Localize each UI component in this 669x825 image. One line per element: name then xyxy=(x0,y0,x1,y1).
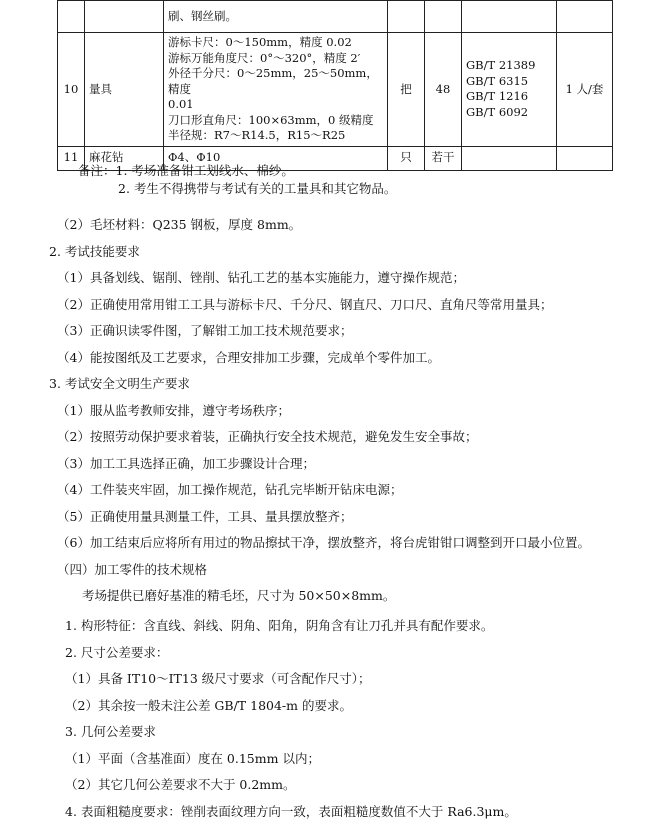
spec-line: 刷、钢丝刷。 xyxy=(168,8,237,23)
standard-cell xyxy=(462,33,557,147)
list-item: （4）工件装夹牢固，加工操作规范，钻孔完毕断开钻床电源； xyxy=(57,482,403,497)
quantity-cell: 若干 xyxy=(425,146,462,170)
list-item: 2. 尺寸公差要求： xyxy=(65,645,169,660)
spec-line: 游标万能角度尺：0°～320°，精度 2′ xyxy=(168,50,361,65)
spec-cell xyxy=(164,33,388,147)
note-line: 备注：1. 考场准备钳工划线水、棉纱。 xyxy=(78,163,294,178)
list-item: （1）具备 IT10～IT13 级尺寸要求（可含配作尺寸）； xyxy=(65,671,371,686)
unit-cell: 把 xyxy=(388,33,425,147)
list-item: 1. 构形特征：含直线、斜线、阴角、阳角，阴角含有让刀孔并具有配作要求。 xyxy=(65,618,494,633)
spec-line: 0.01 xyxy=(168,97,194,111)
item-name: 麻花钻 xyxy=(85,146,164,170)
table-row xyxy=(58,1,613,33)
body-text: （2）毛坯材料：Q235 钢板，厚度 8mm。 xyxy=(57,217,302,232)
spec-line: 半径规：R7～R14.5，R15～R25 xyxy=(168,128,346,142)
section-heading: 3. 考试安全文明生产要求 xyxy=(49,376,190,391)
item-name: 量具 xyxy=(85,33,164,147)
body-text: 考场提供已磨好基准的精毛坯，尺寸为 50×50×8mm。 xyxy=(82,588,396,603)
list-item: （1）具备划线、锯削、锉削、钻孔工艺的基本实施能力，遵守操作规范； xyxy=(57,270,465,285)
spec-line: 刀口形直角尺：100×63mm，0 级精度 xyxy=(168,112,374,127)
list-item: （6）加工结束后应将所有用过的物品擦拭干净，摆放整齐，将台虎钳钳口调整到开口最小位置。 xyxy=(57,535,590,550)
standard-line: GB/T 6315 xyxy=(466,73,529,88)
list-item: （2）其它几何公差要求不大于 0.2mm。 xyxy=(65,777,296,792)
note-line: 2. 考生不得携带与考试有关的工量具和其它物品。 xyxy=(118,181,397,196)
quantity-cell: 48 xyxy=(425,33,462,147)
remark-cell: 1 人/套 xyxy=(557,33,613,147)
standard-line: GB/T 6092 xyxy=(466,104,529,119)
spec-line: 游标卡尺：0～150mm，精度 0.02 xyxy=(168,35,352,49)
table-row xyxy=(58,33,613,147)
list-item: （2）正确使用常用钳工工具与游标卡尺、千分尺、钢直尺、刀口尺、直角尺等常用量具； xyxy=(57,297,553,312)
spec-cell: Φ4、Φ10 xyxy=(164,146,388,170)
list-item: （2）按照劳动保护要求着装，正确执行安全技术规范，避免发生安全事故； xyxy=(57,429,478,444)
section-heading: 2. 考试技能要求 xyxy=(49,244,140,259)
list-item: （5）正确使用量具测量工件，工具、量具摆放整齐； xyxy=(57,509,353,524)
standard-line: GB/T 21389 xyxy=(466,58,536,73)
unit-cell: 只 xyxy=(388,146,425,170)
equipment-table xyxy=(57,0,613,171)
spec-cell xyxy=(164,1,388,33)
section-heading: （四）加工零件的技术规格 xyxy=(57,562,208,577)
list-item: （1）服从监考教师安排，遵守考场秩序； xyxy=(57,403,290,418)
list-item: 4. 表面粗糙度要求：锉削表面纹理方向一致，表面粗糙度数值不大于 Ra6.3μm。 xyxy=(65,804,517,819)
standard-line: GB/T 1216 xyxy=(466,89,529,104)
list-item: （4）能按图纸及工艺要求，合理安排加工步骤，完成单个零件加工。 xyxy=(57,350,440,365)
list-item: （3）加工工具选择正确，加工步骤设计合理； xyxy=(57,456,315,471)
spec-line: 外径千分尺：0～25mm，25～50mm，精度 xyxy=(168,66,378,96)
row-number: 11 xyxy=(58,146,85,170)
list-item: 3. 几何公差要求 xyxy=(65,724,156,739)
list-item: （1）平面（含基准面）度在 0.15mm 以内； xyxy=(65,751,320,766)
row-number: 10 xyxy=(58,33,85,147)
list-item: （3）正确识读零件图，了解钳工加工技术规范要求； xyxy=(57,323,353,338)
list-item: （2）其余按一般未注公差 GB/T 1804-m 的要求。 xyxy=(65,698,352,713)
